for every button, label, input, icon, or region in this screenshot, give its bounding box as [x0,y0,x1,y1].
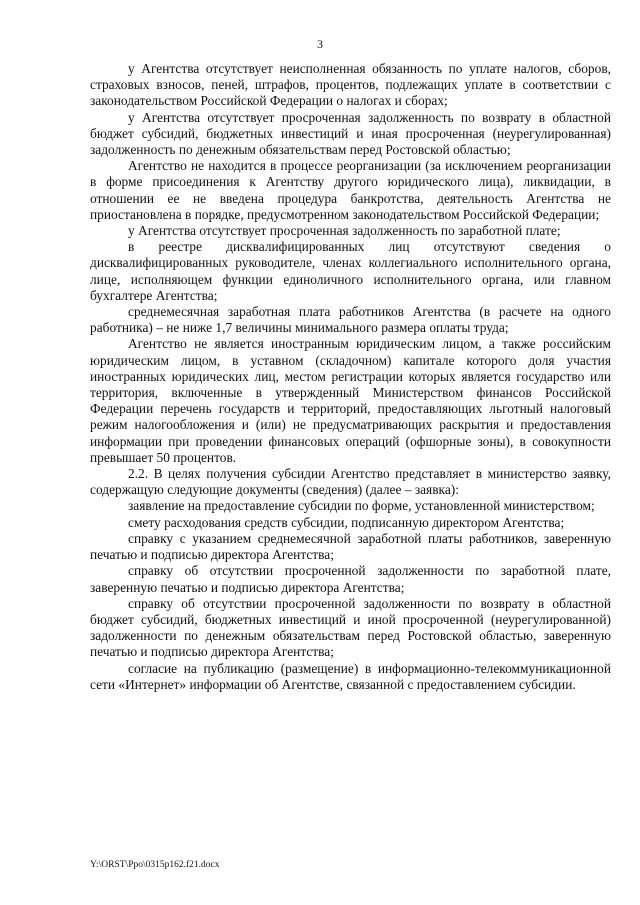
paragraph-salary-certificate: справку с указанием среднемесячной заработной платы работников, заверенную печатью и подписью директора Агентства; [90,530,611,563]
paragraph-no-tax-debt: у Агентства отсутствует неисполненная обязанность по уплате налогов, сборов, страховых взносов, пеней, штрафов, процентов, подлежащих уплате в соответствии с законодательством Российской Федерации о налогах и сборах; [90,61,611,109]
paragraph-no-budget-debt: у Агентства отсутствует просроченная задолженность по возврату в областной бюджет субсидий, бюджетных инвестиций и иная просроченная (неурегулированная) задолженность по денежным обязательствам перед Ростовской областью; [90,109,611,158]
paragraph-no-budget-debt-certificate: справку об отсутствии просроченной задолженности по возврату в областной бюджет субсидий, бюджетных инвестиций и иной просроченной (неурегулированной) задолженности по денежным обязательствам перед Ростовской областью, заверенную печатью и подписью директора Агентства; [90,595,611,660]
paragraph-not-foreign-entity: Агентство не является иностранным юридическим лицом, а также российским юридическим лицом, в уставном (складочном) капитале которого доля участия иностранных юридических лиц, местом регистрации которых является государство или территория, включенные в утвержденный Министерством финансов Российской Федерации перечень государств и территорий, предоставляющих льготный налоговый режим налогообложения и (или) не предусматривающих раскрытия и предоставления информации при проведении финансовых операций (офшорные зоны), в совокупности превышает 50 процентов. [90,336,611,465]
paragraph-average-salary: среднемесячная заработная плата работников Агентства (в расчете на одного работника) – не ниже 1,7 величины минимального размера оплаты труда; [90,304,611,336]
paragraph-no-salary-debt: у Агентства отсутствует просроченная задолженность по заработной плате; [128,223,561,239]
paragraph-no-reorganization: Агентство не находится в процессе реорганизации (за исключением реорганизации в форме присоединения к Агентству другого юридического лица), ликвидации, в отношении ее не введена процедура банкротства, деятельность Агентства не приостановлена в порядке, предусмотренном законодательством Российской Федерации; [90,158,611,222]
footer-file-path: Y:\ORST\Ppo\0315p162.f21.docx [90,860,220,870]
paragraph-publication-consent: согласие на публикацию (размещение) в информационно-телекоммуникационной сети «Интернет» информации об Агентстве, связанной с предоставлением субсидии. [90,660,611,692]
paragraph-no-salary-debt-certificate: справку об отсутствии просроченной задолженности по заработной плате, заверенную печатью и подписью директора Агентства; [90,563,611,595]
paragraph-expense-estimate: смету расходования средств субсидии, подписанную директором Агентства; [128,514,565,530]
document-body [90,61,611,693]
paragraph-section-2-2: 2.2. В целях получения субсидии Агентство представляет в министерство заявку, содержащую следующие документы (сведения) (далее – заявка): [90,466,611,498]
paragraph-disqualified-registry: в реестре дисквалифицированных лиц отсутствуют сведения о дисквалифицированных руководителе, членах коллегиального исполнительного органа, лице, исполняющем функции единоличного исполнительного органа, или главном бухгалтере Агентства; [90,239,611,303]
paragraph-application-form: заявление на предоставление субсидии по форме, установленной министерством; [128,498,595,514]
page-number: 3 [317,37,323,51]
